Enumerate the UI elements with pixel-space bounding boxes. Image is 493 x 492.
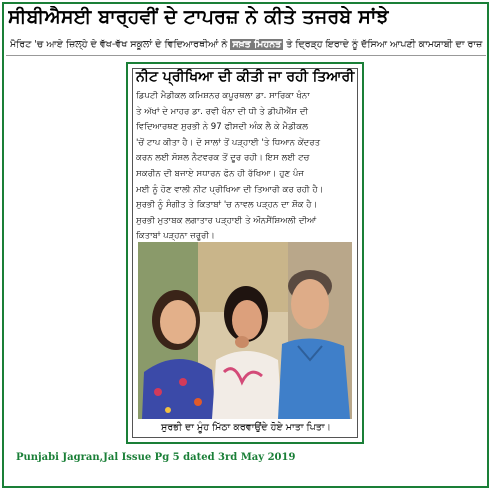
article-box bbox=[126, 62, 364, 444]
divider bbox=[6, 55, 486, 56]
headline: ਸੀਬੀਐਸਈ ਬਾਰ੍ਹਵੀਂ ਦੇ ਟਾਪਰਜ਼ ਨੇ ਕੀਤੇ ਤਜਰਬੇ ਸਾਂਝੇ bbox=[8, 6, 389, 28]
source-credit: Punjabi Jagran,Jal Issue Pg 5 dated 3rd May 2019 bbox=[16, 452, 296, 463]
article-line: ਤੇ ਅੱਖਾਂ ਦੇ ਮਾਹਰ ਡਾ. ਰਵੀ ਖੰਨਾ ਦੀ ਧੀ ਤੇ ਡੀਪੀਐੱਸ ਦੀ bbox=[136, 106, 309, 117]
article-line: ਸੁਰਭੀ ਮੁਤਾਬਕ ਲਗਾਤਾਰ ਪੜ੍ਹਾਈ ਤੇ ਔਨਸੈਂਸ਼ਿਅਲੀ ਦੀਆਂ bbox=[136, 215, 317, 226]
subheadline bbox=[10, 39, 486, 50]
article-line: ਮਈ ਨੂੰ ਹੋਣ ਵਾਲੀ ਨੀਟ ਪ੍ਰੀਖਿਆ ਦੀ ਤਿਆਰੀ ਕਰ ਰਹੀ ਹੈ। bbox=[136, 184, 324, 195]
subheadline-text-end: ਤੇ ਦ੍ਰਿੜ੍ਹ ਇਰਾਦੇ ਨੂੰ ਦੱਸਿਆ ਆਪਣੀ ਕਾਮਯਾਬੀ ਦਾ ਰਾਜ਼ bbox=[286, 39, 483, 50]
family-photo bbox=[138, 242, 352, 419]
article-line: ਸਕਰੀਨ ਦੀ ਬਜਾਏ ਸਧਾਰਨ ਫੋਨ ਹੀ ਰੱਖਿਆ। ਹੁਣ ਪੰਜ bbox=[136, 168, 304, 179]
article-line: ਸੁਰਭੀ ਨੂੰ ਸੰਗੀਤ ਤੇ ਕਿਤਾਬਾਂ 'ਚ ਨਾਵਲ ਪੜ੍ਹਨ ਦਾ ਸ਼ੌਕ ਹੈ। bbox=[136, 200, 318, 211]
article-body bbox=[136, 89, 354, 245]
article-line: ਕਰਨ ਲਈ ਸੋਸ਼ਲ ਨੈਟਵਰਕ ਤੋਂ ਦੂਰ ਰਹੀ। ਇਸ ਲਈ ਟਚ bbox=[136, 153, 310, 164]
article-title: ਨੀਟ ਪ੍ਰੀਖਿਆ ਦੀ ਕੀਤੀ ਜਾ ਰਹੀ ਤਿਆਰੀ bbox=[136, 69, 355, 85]
article-line: ਕਿਤਾਬਾਂ ਪੜ੍ਹਨਾ ਜ਼ਰੂਰੀ। bbox=[136, 231, 215, 242]
article-line: 'ਚੋਂ ਟਾਪ ਕੀਤਾ ਹੈ। ਦੋ ਸਾਲਾਂ ਤੋਂ ਪੜ੍ਹਾਈ 'ਤੇ ਧਿਆਨ ਕੇਂਦਰਤ bbox=[136, 137, 321, 148]
article-line: ਵਿਦਿਆਰਥਣ ਸੁਰਭੀ ਨੇ 97 ਫੀਸਦੀ ਅੰਕ ਲੈ ਕੇ ਮੈਡੀਕਲ bbox=[136, 122, 309, 133]
photo-caption: ਸੁਰਭੀ ਦਾ ਮੂੰਹ ਮਿੱਠਾ ਕਰਵਾਉਂਦੇ ਹੋਏ ਮਾਤਾ ਪਿਤਾ। bbox=[161, 422, 331, 433]
subheadline-text-start: ਮੈਰਿਟ 'ਚ ਆਏ ਜ਼ਿਲ੍ਹੇ ਦੇ ਵੱਖ-ਵੱਖ ਸਕੂਲਾਂ ਦੇ ਵਿਦਿਆਰਥੀਆਂ ਨੇ bbox=[10, 39, 228, 50]
article-line: ਡਿਪਟੀ ਮੈਡੀਕਲ ਕਮਿਸ਼ਨਰ ਕਪੂਰਥਲਾ ਡਾ. ਸਾਰਿਕਾ ਖੰਨਾ bbox=[136, 91, 310, 101]
subheadline-highlight: ਸਖ਼ਤ ਮਿਹਨਤ bbox=[232, 39, 282, 50]
